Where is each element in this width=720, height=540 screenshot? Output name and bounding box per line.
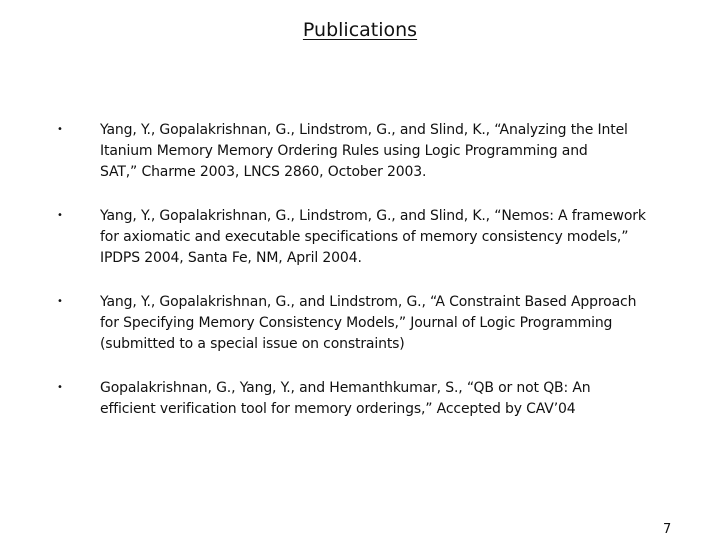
publication-citation xyxy=(100,120,690,183)
slide-title xyxy=(0,18,720,42)
publication-item xyxy=(0,292,720,378)
page-number: 7 xyxy=(663,522,672,537)
publication-item xyxy=(0,206,720,292)
citation-line: Itanium Memory Memory Ordering Rules using Logic Programming and xyxy=(100,143,588,159)
publication-citation xyxy=(100,292,690,355)
bullet-marker: • xyxy=(57,382,63,393)
publication-citation xyxy=(100,378,690,420)
citation-line: efficient verification tool for memory orderings,” Accepted by CAV’04 xyxy=(100,401,576,417)
slide-title-text: Publications xyxy=(302,19,418,41)
publication-item xyxy=(0,120,720,206)
publication-citation xyxy=(100,206,690,269)
citation-line: for Specifying Memory Consistency Models,” Journal of Logic Programming xyxy=(100,315,613,331)
citation-line: (submitted to a special issue on constraints) xyxy=(100,336,405,352)
bullet-marker: • xyxy=(57,210,63,221)
citation-line: IPDPS 2004, Santa Fe, NM, April 2004. xyxy=(100,250,362,266)
citation-line: for axiomatic and executable specifications of memory consistency models,” xyxy=(100,229,629,245)
citation-line: SAT,” Charme 2003, LNCS 2860, October 2003. xyxy=(100,164,427,180)
citation-line: Gopalakrishnan, G., Yang, Y., and Hemanthkumar, S., “QB or not QB: An xyxy=(100,380,591,396)
publication-item xyxy=(0,378,720,464)
publication-list xyxy=(0,120,720,464)
citation-line: Yang, Y., Gopalakrishnan, G., Lindstrom, G., and Slind, K., “Nemos: A framework xyxy=(100,208,646,224)
bullet-marker: • xyxy=(57,296,63,307)
citation-line: Yang, Y., Gopalakrishnan, G., Lindstrom, G., and Slind, K., “Analyzing the Intel xyxy=(100,122,628,138)
citation-line: Yang, Y., Gopalakrishnan, G., and Lindstrom, G., “A Constraint Based Approach xyxy=(100,294,637,310)
bullet-marker: • xyxy=(57,124,63,135)
